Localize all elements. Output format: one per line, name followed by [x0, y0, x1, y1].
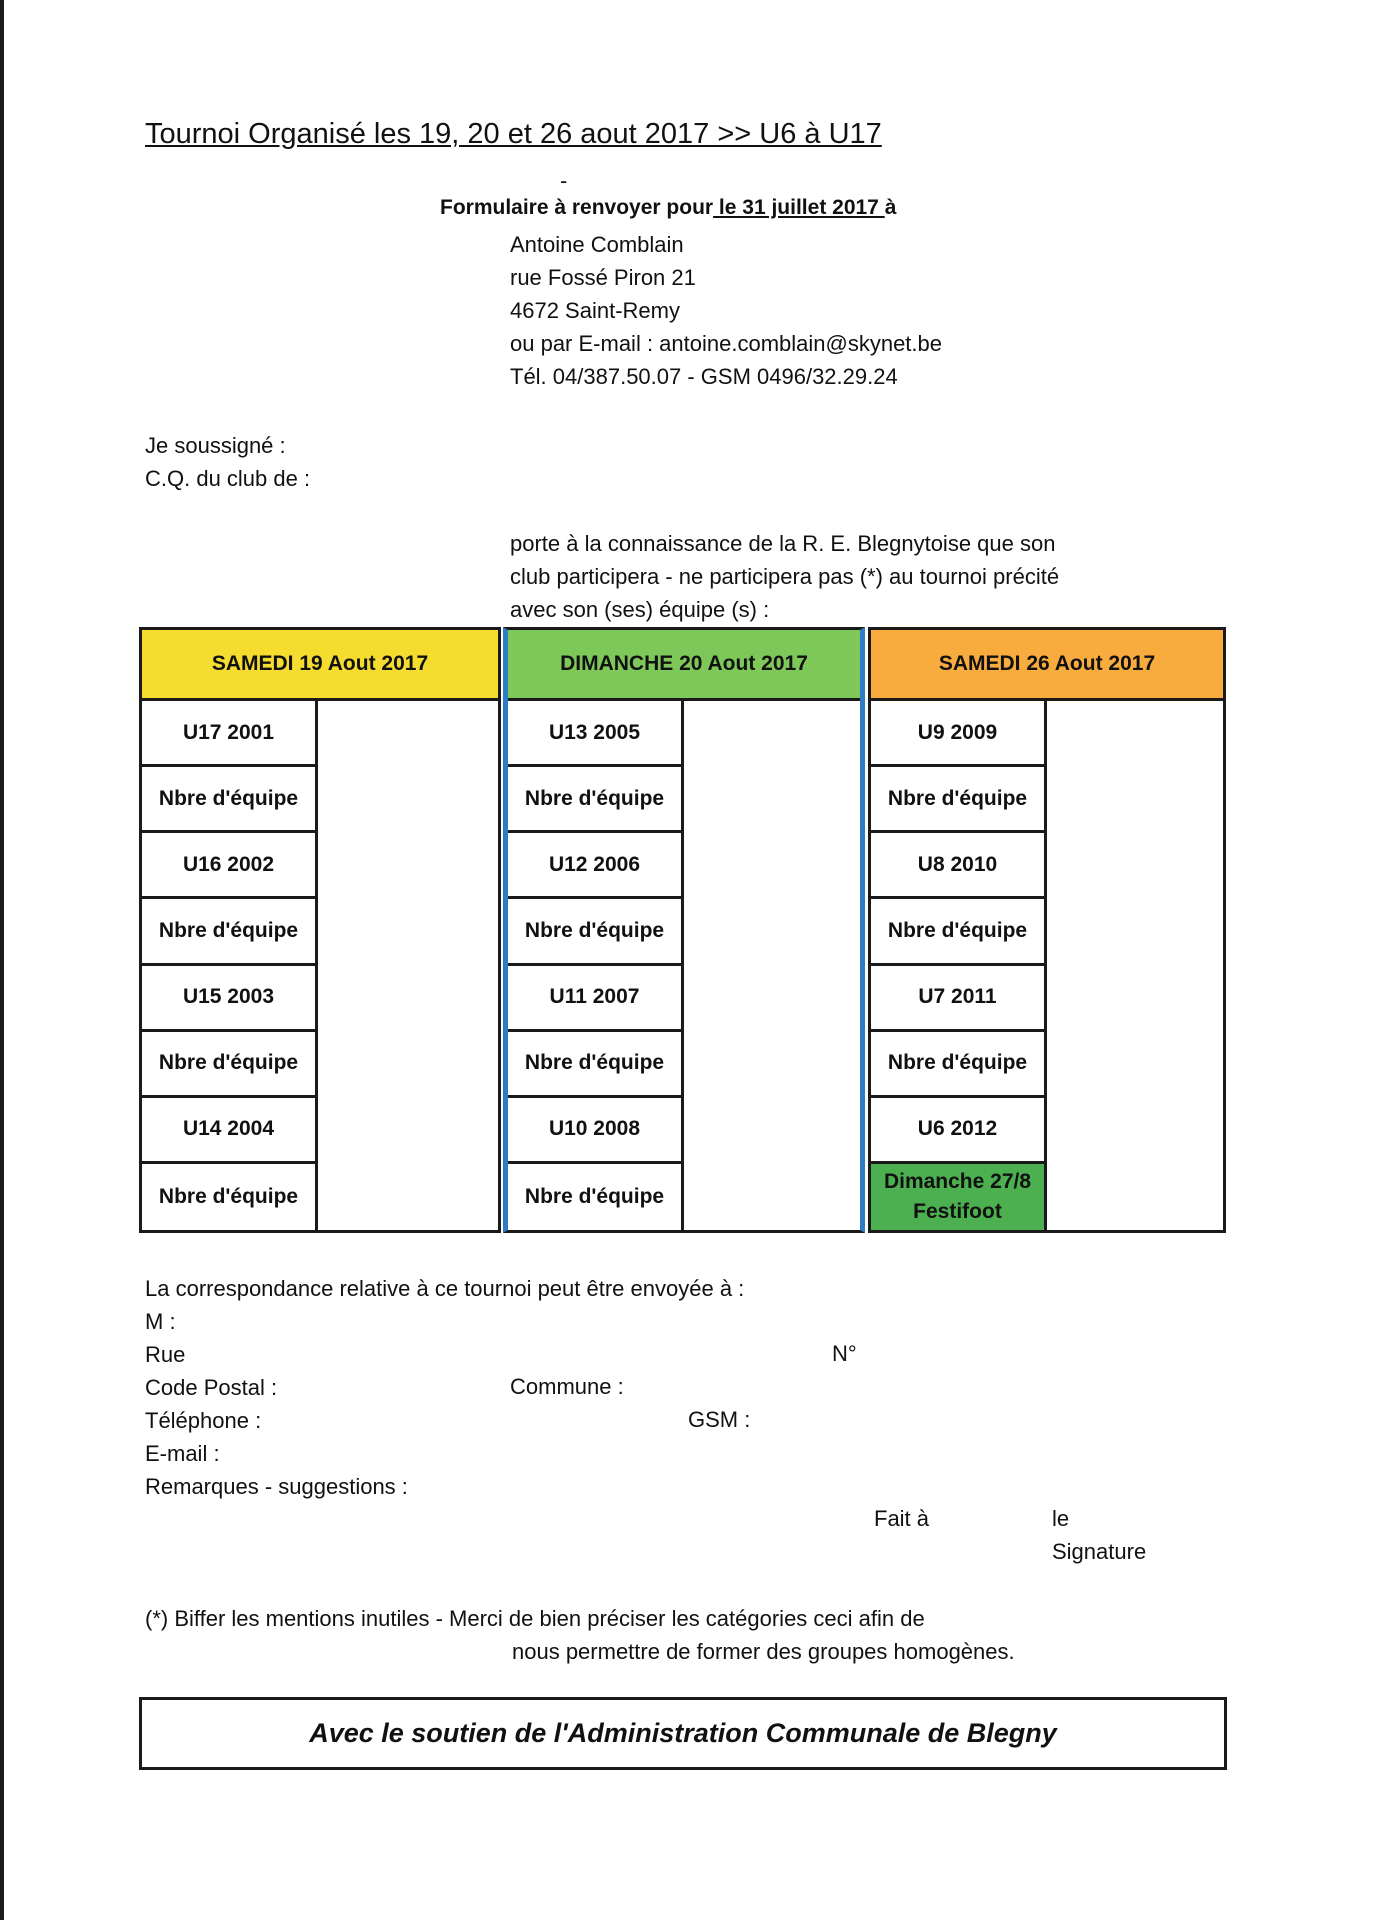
entry-field[interactable]	[1047, 833, 1223, 965]
declaration-line-3: avec son (ses) équipe (s) :	[510, 597, 770, 622]
entry-field[interactable]	[1047, 966, 1223, 1098]
festifoot-label	[871, 1164, 1047, 1230]
address-street: rue Fossé Piron 21	[510, 265, 696, 290]
entry-field[interactable]	[1047, 701, 1223, 833]
category-label: U10 2008	[508, 1098, 684, 1164]
place-label: Fait à	[874, 1506, 930, 1531]
category-label: U14 2004	[142, 1098, 318, 1164]
team-count-label: Nbre d'équipe	[871, 1032, 1047, 1098]
street-label: Rue	[145, 1342, 186, 1367]
team-count-label: Nbre d'équipe	[142, 899, 318, 965]
entry-field[interactable]	[1047, 1098, 1223, 1230]
number-label: N°	[832, 1341, 857, 1366]
postal-code-label: Code Postal :	[145, 1375, 278, 1400]
category-label: U12 2006	[508, 833, 684, 899]
team-count-label: Nbre d'équipe	[508, 1032, 684, 1098]
gsm-label: GSM :	[688, 1407, 751, 1432]
header-dash: -	[560, 168, 568, 193]
team-count-label: Nbre d'équipe	[508, 1164, 684, 1230]
support-banner: Avec le soutien de l'Administration Communale de Blegny	[139, 1697, 1227, 1770]
category-label: U17 2001	[142, 701, 318, 767]
entry-field[interactable]	[684, 833, 860, 965]
declaration-line-1: porte à la connaissance de la R. E. Blegnytoise que son	[510, 531, 1056, 556]
festifoot-date: Dimanche 27/8	[883, 1169, 1032, 1193]
day-heading: DIMANCHE 20 Aout 2017	[508, 630, 860, 701]
category-label: U11 2007	[508, 966, 684, 1032]
team-count-label: Nbre d'équipe	[508, 767, 684, 833]
category-label: U6 2012	[871, 1098, 1047, 1164]
correspondence-block	[145, 1272, 744, 1503]
entry-field[interactable]	[318, 701, 498, 833]
entry-field[interactable]	[684, 1098, 860, 1230]
day-column-sunday-20	[503, 627, 865, 1233]
address-name: Antoine Comblain	[510, 232, 684, 257]
team-count-label: Nbre d'équipe	[142, 1032, 318, 1098]
email-label: E-mail :	[145, 1441, 220, 1466]
team-count-label: Nbre d'équipe	[508, 899, 684, 965]
scan-left-edge	[0, 0, 4, 1920]
team-count-label: Nbre d'équipe	[871, 767, 1047, 833]
category-label: U8 2010	[871, 833, 1047, 899]
commune-label: Commune :	[510, 1374, 624, 1399]
undersigned-label: Je soussigné :	[145, 433, 286, 458]
entry-field[interactable]	[318, 1098, 498, 1230]
address-email: ou par E-mail : antoine.comblain@skynet.be	[510, 331, 942, 356]
declaration-line-2: club participera - ne participera pas (*) au tournoi précité	[510, 564, 1060, 589]
remarks-label: Remarques - suggestions :	[145, 1474, 408, 1499]
category-label: U13 2005	[508, 701, 684, 767]
signature-label: Signature	[1052, 1539, 1147, 1564]
category-label: U16 2002	[142, 833, 318, 899]
deadline-suffix: à	[884, 196, 897, 219]
festifoot-name: Festifoot	[913, 1199, 1002, 1223]
deadline-line	[440, 196, 896, 220]
address-phone: Tél. 04/387.50.07 - GSM 0496/32.29.24	[510, 364, 898, 389]
day-column-saturday-19	[139, 627, 501, 1233]
category-label: U9 2009	[871, 701, 1047, 767]
team-count-label: Nbre d'équipe	[142, 1164, 318, 1230]
contact-name-label: M :	[145, 1309, 176, 1334]
page-title: Tournoi Organisé les 19, 20 et 26 aout 2017 >> U6 à U17	[145, 118, 882, 150]
deadline-text: Formulaire à renvoyer pour	[440, 196, 714, 219]
return-address	[510, 228, 942, 393]
address-city: 4672 Saint-Remy	[510, 298, 680, 323]
date-label: le	[1052, 1506, 1070, 1531]
category-label: U15 2003	[142, 966, 318, 1032]
team-count-label: Nbre d'équipe	[871, 899, 1047, 965]
entry-field[interactable]	[684, 701, 860, 833]
footnote-line-1: (*) Biffer les mentions inutiles - Merci de bien préciser les catégories ceci afin de	[145, 1606, 925, 1631]
club-label: C.Q. du club de :	[145, 466, 311, 491]
team-count-label: Nbre d'équipe	[142, 767, 318, 833]
phone-label: Téléphone :	[145, 1408, 262, 1433]
category-label: U7 2011	[871, 966, 1047, 1032]
correspondence-intro: La correspondance relative à ce tournoi peut être envoyée à :	[145, 1276, 745, 1301]
day-column-saturday-26	[868, 627, 1226, 1233]
day-heading: SAMEDI 26 Aout 2017	[871, 630, 1223, 701]
entry-field[interactable]	[318, 966, 498, 1098]
entry-field[interactable]	[318, 833, 498, 965]
footnote-line-2: nous permettre de former des groupes homogènes.	[512, 1639, 1015, 1664]
deadline-date: le 31 juillet 2017	[713, 196, 885, 219]
entry-field[interactable]	[684, 966, 860, 1098]
declaration	[510, 527, 1059, 626]
day-heading: SAMEDI 19 Aout 2017	[142, 630, 498, 701]
